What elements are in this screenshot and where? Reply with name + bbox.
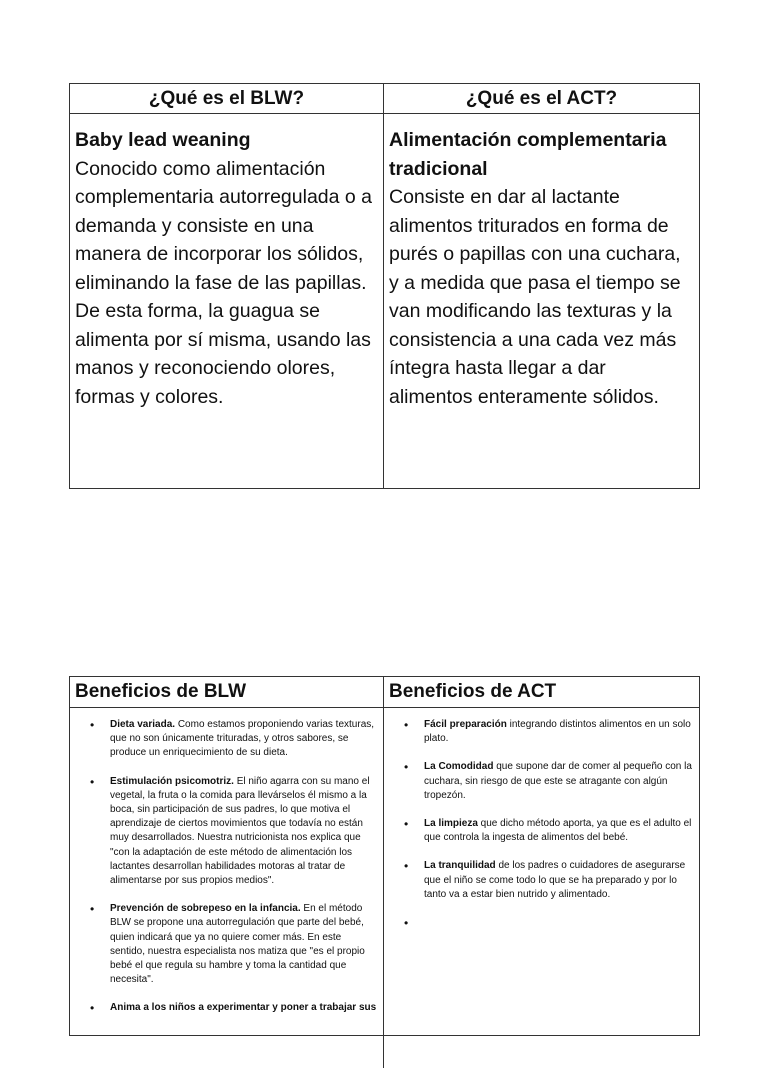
list-item bbox=[424, 760, 693, 803]
benefit-name: Estimulación psicomotriz. bbox=[110, 775, 234, 787]
header-blw: ¿Qué es el BLW? bbox=[70, 84, 384, 113]
act-definition-cell bbox=[384, 114, 699, 489]
blw-definition-cell bbox=[70, 114, 384, 489]
list-item bbox=[110, 1001, 377, 1015]
blw-description: Conocido como alimentación complementaria autorregulada o a demanda y consiste en una manera de incorporar los sólidos, eliminando la fase de las papillas. De esta forma, la guagua se alimenta por sí misma, usando las manos y reconociendo olores, formas y colores. bbox=[75, 157, 373, 408]
list-item bbox=[424, 817, 693, 845]
definitions-header-row bbox=[70, 84, 699, 114]
benefit-name: Anima a los niños a experimentar y poner a trabajar sus bbox=[110, 1002, 377, 1014]
benefit-name: La Comodidad bbox=[424, 761, 494, 773]
benefit-text: integrando distintos alimentos en un solo plato. bbox=[424, 719, 691, 745]
list-item bbox=[110, 718, 377, 761]
benefits-header-row bbox=[70, 677, 699, 708]
blw-benefits-list bbox=[70, 718, 377, 1016]
benefits-body-row bbox=[70, 708, 699, 1068]
list-item bbox=[424, 859, 693, 902]
definitions-table bbox=[69, 83, 700, 489]
list-item bbox=[110, 775, 377, 889]
act-title: Alimentación complementaria tradicional bbox=[389, 129, 667, 180]
act-description: Consiste en dar al lactante alimentos triturados en forma de purés o papillas con una cuchara, y a medida que pasa el tiempo se van modificando las texturas y la consistencia a una cada vez más íntegra hasta llegar a dar alimentos enteramente sólidos. bbox=[389, 186, 681, 408]
header-act: ¿Qué es el ACT? bbox=[465, 87, 618, 109]
list-item bbox=[424, 718, 693, 746]
act-benefits-cell bbox=[384, 708, 699, 1068]
list-item bbox=[110, 902, 377, 987]
header-benefits-act: Beneficios de ACT bbox=[389, 681, 557, 702]
benefit-name: La limpieza bbox=[424, 818, 478, 830]
blw-title: Baby lead weaning bbox=[75, 129, 251, 151]
benefit-text: de los padres o cuidadores de asegurarse que el niño se come todo lo que se ha preparado y por lo tanto va a estar bien nutrido y alimentado. bbox=[424, 860, 686, 900]
header-benefits-blw: Beneficios de BLW bbox=[70, 677, 384, 707]
act-benefits-list bbox=[384, 718, 693, 902]
benefit-text: que supone dar de comer al pequeño con la cuchara, sin riesgo de que este se atragante con algún tropezón. bbox=[424, 761, 692, 801]
blw-benefits-cell bbox=[70, 708, 384, 1068]
benefit-name: Fácil preparación bbox=[424, 719, 507, 730]
benefit-name: Dieta variada. bbox=[110, 719, 176, 730]
benefit-text: Como estamos proponiendo varias texturas, que no son únicamente trituradas, y otros sabores, se produce un enriquecimiento de su dieta. bbox=[110, 719, 375, 759]
benefits-table bbox=[69, 676, 700, 1036]
benefit-text: En el método BLW se propone una autorregulación que parte del bebé, quien indicará que ya no quiere comer más. En este sentido, nuestra especialista nos matiza que "es el propio bebé el que regula su hambre y toma la cantidad que necesita". bbox=[110, 903, 365, 986]
benefit-name: Prevención de sobrepeso en la infancia. bbox=[110, 903, 301, 915]
benefit-name: La tranquilidad bbox=[424, 860, 496, 872]
benefit-text: que dicho método aporta, ya que es el adulto el que controla la ingesta de alimentos del bebé. bbox=[424, 818, 692, 844]
benefit-text: El niño agarra con su mano el vegetal, la fruta o la comida para llevárselos él mismo a la boca, sin participación de sus padres, lo que motiva el aprendizaje de ciertos movimientos que todavía no están muy desarrollados. Nuestra nutricionista nos explica que "con la adaptación de este método de alimentación los lactantes desarrollan habilidades motoras al tratar de alimentarse por sus propios medios". bbox=[110, 775, 370, 887]
definitions-body-row bbox=[70, 114, 699, 489]
